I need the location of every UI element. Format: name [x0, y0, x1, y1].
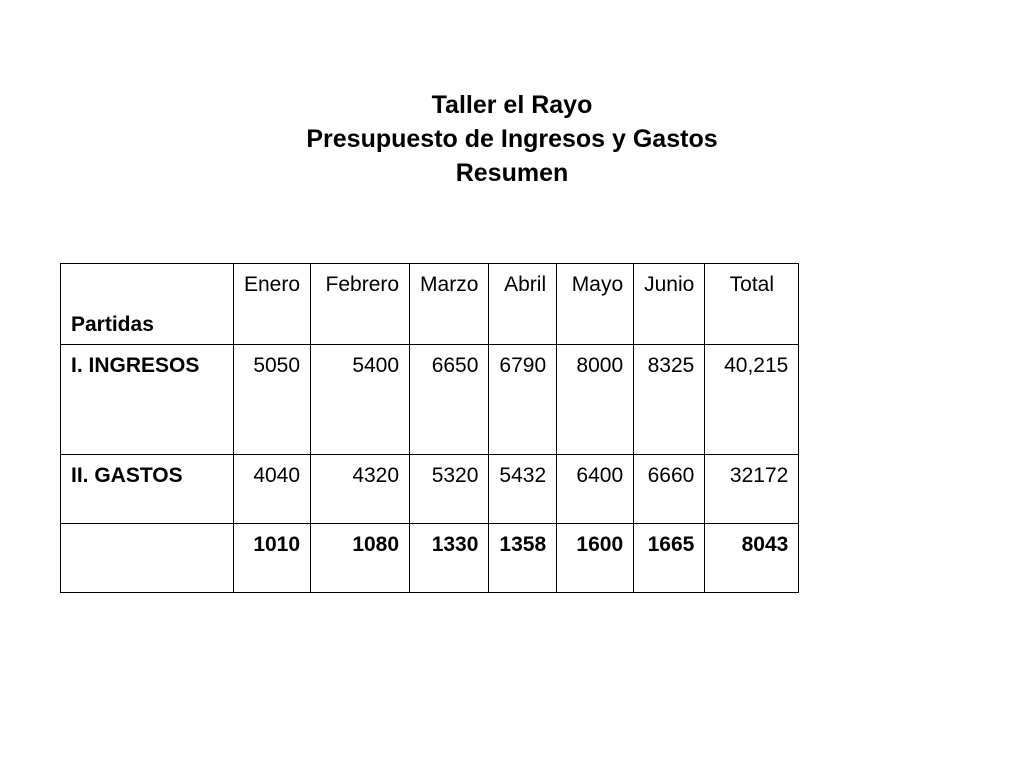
table-cell: 1665	[634, 524, 705, 593]
table-cell: 1330	[410, 524, 489, 593]
table-cell: 1600	[557, 524, 634, 593]
header-total: Total	[705, 264, 799, 345]
table-cell: 8000	[557, 345, 634, 455]
row-label: II. GASTOS	[61, 455, 234, 524]
table-cell: 5400	[311, 345, 410, 455]
row-total: 32172	[705, 455, 799, 524]
table-row-gastos	[61, 455, 799, 524]
title-company: Taller el Rayo	[431, 91, 593, 119]
row-label	[61, 524, 234, 593]
table-header-row	[61, 264, 799, 345]
table-cell: 6790	[489, 345, 557, 455]
header-partidas: Partidas	[61, 264, 234, 345]
table-row-difference	[61, 524, 799, 593]
table-cell: 4320	[311, 455, 410, 524]
table-cell: 5432	[489, 455, 557, 524]
header-month-mayo: Mayo	[557, 264, 634, 345]
table-cell: 6650	[410, 345, 489, 455]
table-cell: 5320	[410, 455, 489, 524]
table-cell: 1358	[489, 524, 557, 593]
header-month-marzo: Marzo	[410, 264, 489, 345]
table-cell: 8325	[634, 345, 705, 455]
table-cell: 6660	[634, 455, 705, 524]
row-label: I. INGRESOS	[61, 345, 234, 455]
title-summary: Resumen	[455, 159, 569, 187]
table-cell: 6400	[557, 455, 634, 524]
header-month-junio: Junio	[634, 264, 705, 345]
budget-table	[60, 263, 799, 593]
row-total: 40,215	[705, 345, 799, 455]
table-cell: 5050	[234, 345, 311, 455]
header-month-abril: Abril	[489, 264, 557, 345]
header-month-febrero: Febrero	[311, 264, 410, 345]
row-total: 8043	[705, 524, 799, 593]
header-month-enero: Enero	[234, 264, 311, 345]
table-cell: 1010	[234, 524, 311, 593]
table-row-ingresos	[61, 345, 799, 455]
title-subject: Presupuesto de Ingresos y Gastos	[306, 125, 718, 153]
table-cell: 4040	[234, 455, 311, 524]
document-title	[0, 88, 1024, 190]
table-cell: 1080	[311, 524, 410, 593]
